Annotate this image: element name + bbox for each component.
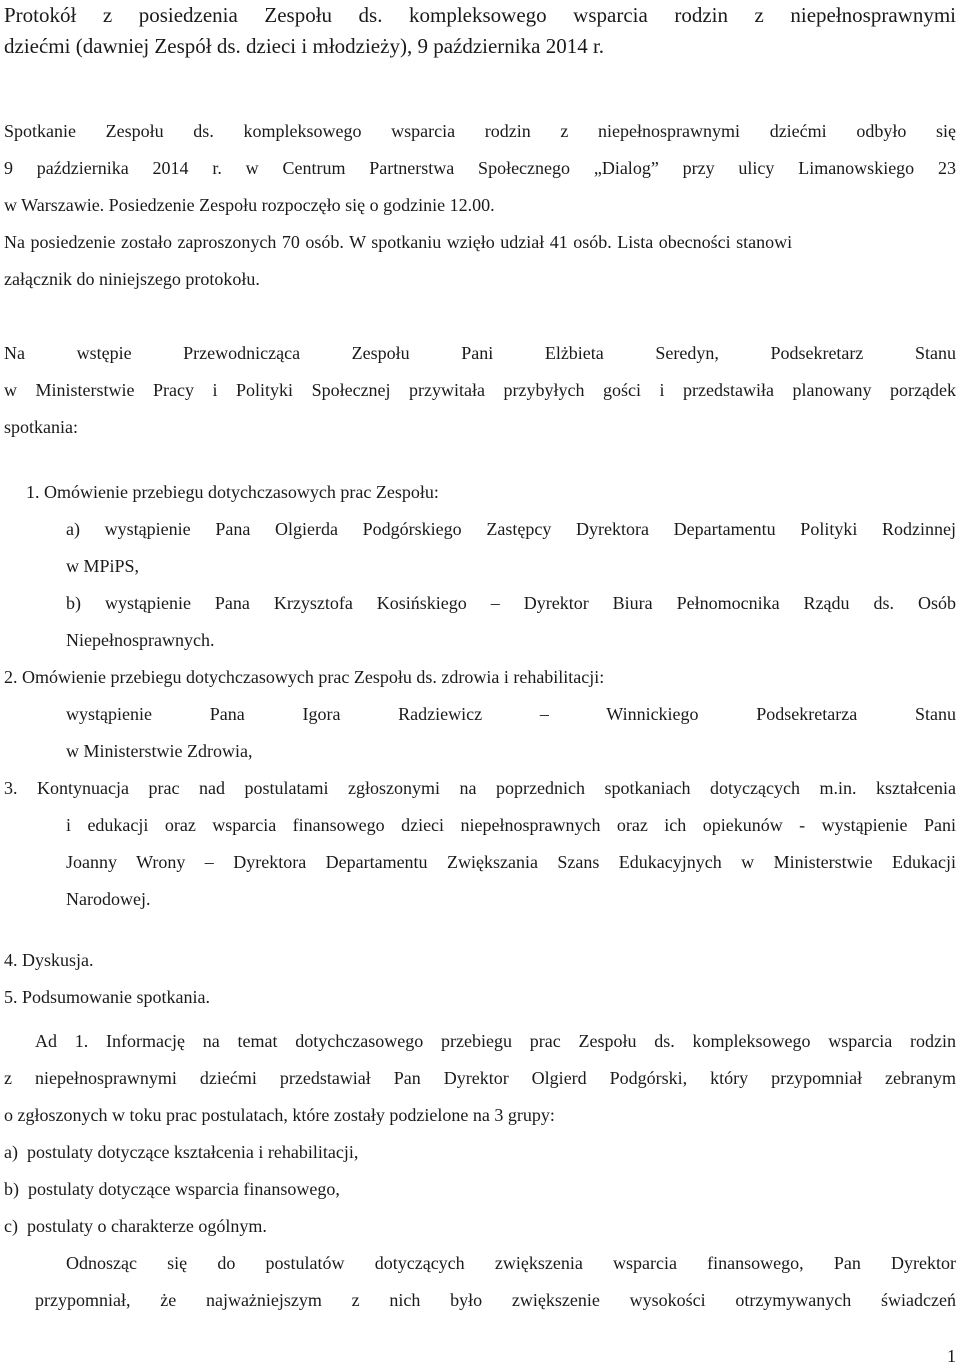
ad1-line: z niepełnosprawnymi dziećmi przedstawiał Pan Dyrektor Olgierd Podgórski, który przypomniał zebranym: [4, 1068, 956, 1088]
agenda-item-1a-cont: w MPiPS,: [66, 556, 140, 576]
agenda-item-1a: a) wystąpienie Pana Olgierda Podgórskiego Zastępcy Dyrektora Departamentu Polityki Rodzinnej: [66, 519, 956, 539]
ad1-group-item: a) postulaty dotyczące kształcenia i rehabilitacji,: [4, 1142, 359, 1162]
ad1-section: [4, 1023, 956, 1319]
ad1-line: o zgłoszonych w toku prac postulatach, które zostały podzielone na 3 grupy:: [4, 1105, 555, 1125]
agenda-item-3: 3. Kontynuacja prac nad postulatami zgłoszonymi na poprzednich spotkaniach dotyczących m.in. kształcenia: [4, 778, 956, 798]
ad1-closing-line: Odnosząc się do postulatów dotyczących zwiększenia wsparcia finansowego, Pan Dyrektor: [66, 1253, 956, 1273]
title-line: Protokół z posiedzenia Zespołu ds. kompleksowego wsparcia rodzin z niepełnosprawnymi: [4, 3, 956, 27]
document-title: [4, 0, 956, 62]
spacer: [4, 918, 956, 942]
ad1-group-item: b) postulaty dotyczące wsparcia finansowego,: [4, 1179, 340, 1199]
agenda-item-5: 5. Podsumowanie spotkania.: [4, 987, 210, 1007]
text-line: w Ministerstwie Pracy i Polityki Społecznej przywitała przybyłych gości i przedstawiła planowany porządek: [4, 380, 956, 400]
text-line: załącznik do niniejszego protokołu.: [4, 269, 260, 289]
text-line: Na wstępie Przewodnicząca Zespołu Pani Elżbieta Seredyn, Podsekretarz Stanu: [4, 343, 956, 363]
ad1-line: Ad 1. Informację na temat dotychczasowego przebiegu prac Zespołu ds. kompleksowego wsparcia rodzin: [35, 1031, 956, 1051]
agenda-list: [4, 474, 956, 1016]
agenda-item-2: 2. Omówienie przebiegu dotychczasowych prac Zespołu ds. zdrowia i rehabilitacji:: [4, 667, 605, 687]
agenda-item-1b-cont: Niepełnosprawnych.: [66, 630, 215, 650]
text-line: 9 października 2014 r. w Centrum Partnerstwa Społecznego „Dialog” przy ulicy Limanowskiego 23: [4, 158, 956, 178]
agenda-item-1b: b) wystąpienie Pana Krzysztofa Kosińskiego – Dyrektor Biura Pełnomocnika Rządu ds. Osób: [66, 593, 956, 613]
title-line: dziećmi (dawniej Zespół ds. dzieci i młodzieży), 9 października 2014 r.: [4, 34, 605, 58]
agenda-item-2-detail: wystąpienie Pana Igora Radziewicz – Winnickiego Podsekretarza Stanu: [66, 704, 956, 724]
page-number: 1: [947, 1346, 956, 1366]
agenda-item-3-cont: Narodowej.: [66, 889, 151, 909]
agenda-item-4: 4. Dyskusja.: [4, 950, 94, 970]
text-line: spotkania:: [4, 417, 78, 437]
intro-paragraph: [4, 113, 956, 298]
agenda-item-3-cont: i edukacji oraz wsparcia finansowego dzieci niepełnosprawnych oraz ich opiekunów - wystąpienie Pani: [66, 815, 956, 835]
text-line: w Warszawie. Posiedzenie Zespołu rozpoczęło się o godzinie 12.00.: [4, 195, 495, 215]
agenda-item-1: 1. Omówienie przebiegu dotychczasowych prac Zespołu:: [26, 482, 439, 502]
ad1-closing-line: przypomniał, że najważniejszym z nich było zwiększenie wysokości otrzymywanych świadczeń: [35, 1290, 956, 1310]
document-page: [4, 0, 956, 1310]
text-line: Na posiedzenie zostało zaproszonych 70 osób. W spotkaniu wzięło udział 41 osób. Lista obecności stanowi: [4, 232, 793, 252]
agenda-item-3-cont: Joanny Wrony – Dyrektora Departamentu Zwiększania Szans Edukacyjnych w Ministerstwie Edukacji: [66, 852, 956, 872]
opening-paragraph: [4, 335, 956, 446]
ad1-group-item: c) postulaty o charakterze ogólnym.: [4, 1216, 267, 1236]
text-line: Spotkanie Zespołu ds. kompleksowego wsparcia rodzin z niepełnosprawnymi dziećmi odbyło się: [4, 121, 956, 141]
agenda-item-2-detail-cont: w Ministerstwie Zdrowia,: [66, 741, 253, 761]
